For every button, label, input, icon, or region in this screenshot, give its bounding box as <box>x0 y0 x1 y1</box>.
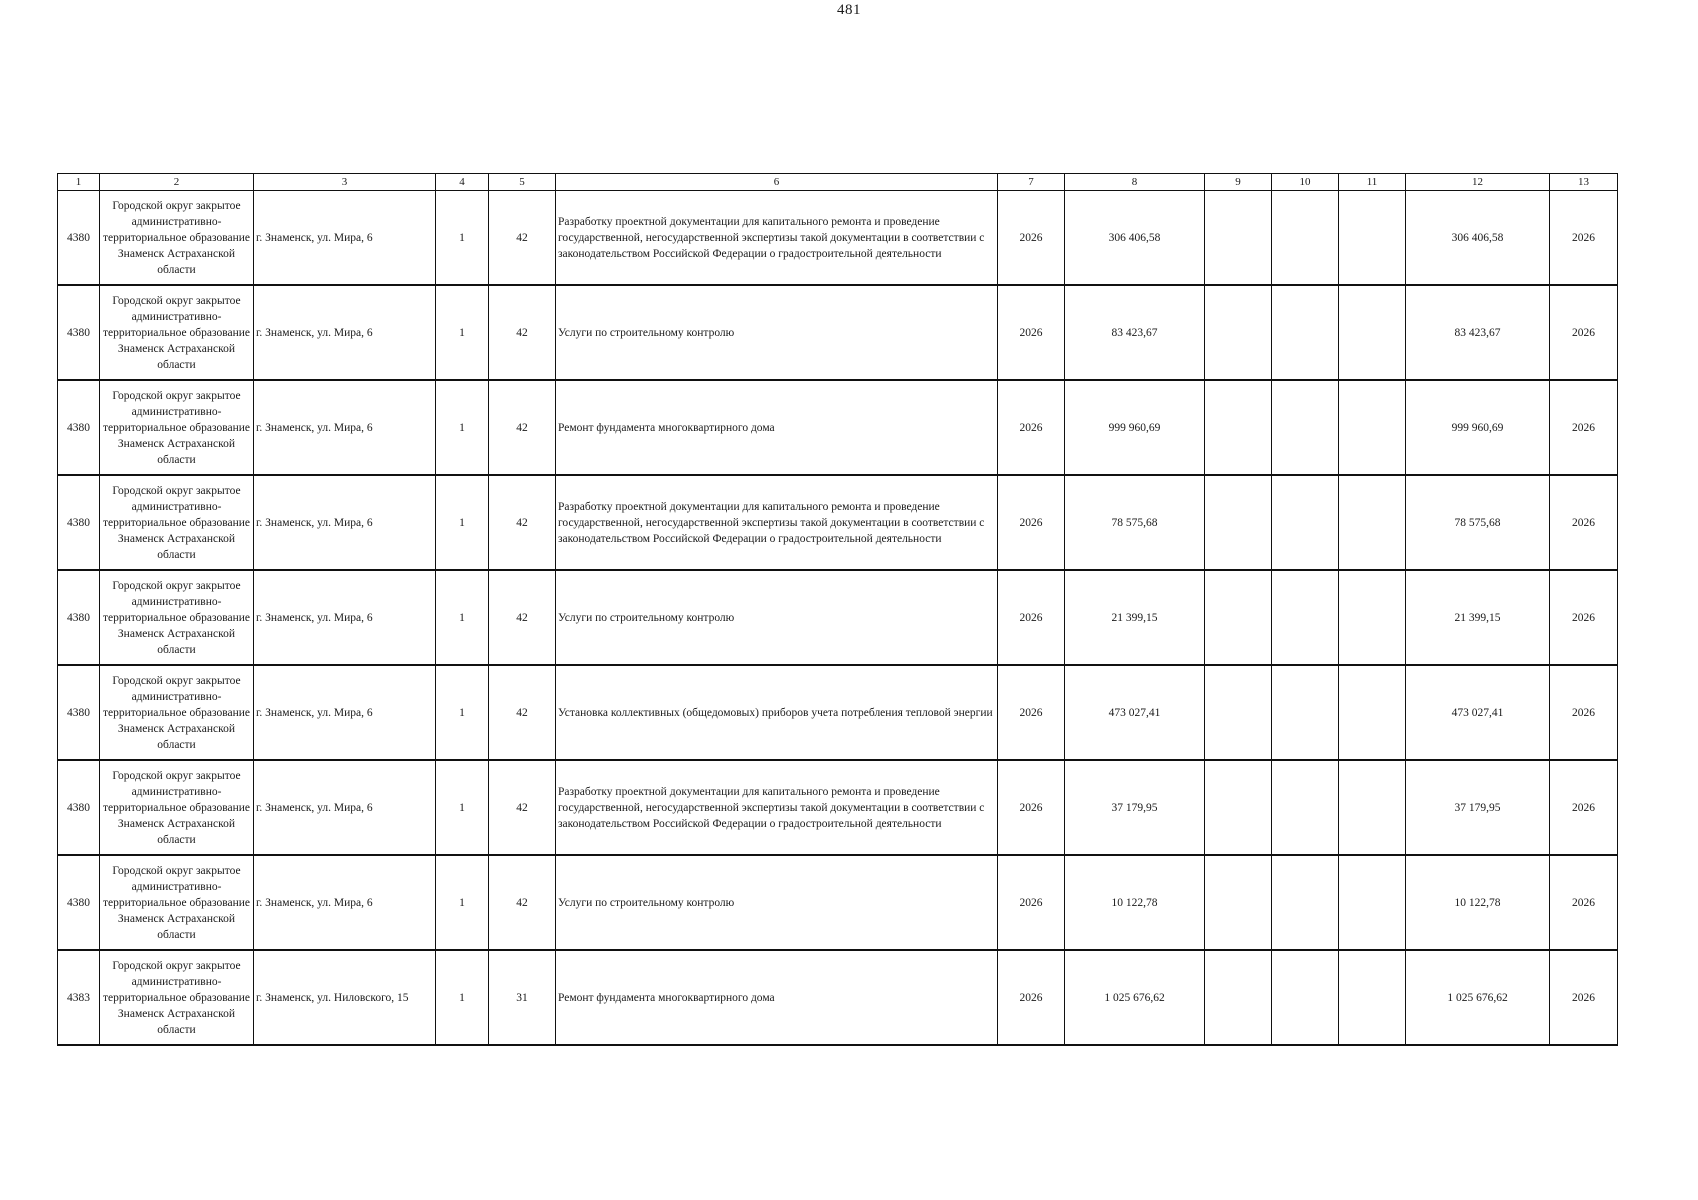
cell-fund-amount: 21 399,15 <box>1406 570 1550 665</box>
cell-col11 <box>1339 475 1406 570</box>
cell-year: 2026 <box>998 475 1065 570</box>
cell-fund-amount: 473 027,41 <box>1406 665 1550 760</box>
cell-work-type: Разработку проектной документации для капитального ремонта и проведение государственной, негосударственной экспертизы такой документации в соответствии с законодательством Российской Федерации о градостроительной деятельности <box>556 475 998 570</box>
cell-year: 2026 <box>998 665 1065 760</box>
cell-col11 <box>1339 380 1406 475</box>
cell-work-type: Услуги по строительному контролю <box>556 285 998 380</box>
column-number: 1 <box>58 174 100 191</box>
cell-fund-amount: 1 025 676,62 <box>1406 950 1550 1045</box>
repair-register-table <box>57 173 1618 1046</box>
cell-id: 4380 <box>58 191 100 286</box>
cell-end-year: 2026 <box>1550 950 1618 1045</box>
cell-municipality: Городской округ закрытое административно-территориальное образование Знаменск Астраханской области <box>100 475 254 570</box>
cell-col10 <box>1272 855 1339 950</box>
cell-id: 4380 <box>58 855 100 950</box>
table-row <box>58 855 1618 950</box>
column-number: 11 <box>1339 174 1406 191</box>
cell-col11 <box>1339 950 1406 1045</box>
cell-col9 <box>1205 191 1272 286</box>
cell-address: г. Знаменск, ул. Мира, 6 <box>254 475 436 570</box>
cell-col5: 42 <box>489 855 556 950</box>
cell-col9 <box>1205 665 1272 760</box>
cell-end-year: 2026 <box>1550 760 1618 855</box>
table-row <box>58 285 1618 380</box>
cell-end-year: 2026 <box>1550 380 1618 475</box>
cell-end-year: 2026 <box>1550 285 1618 380</box>
cell-total-cost: 473 027,41 <box>1065 665 1205 760</box>
cell-end-year: 2026 <box>1550 191 1618 286</box>
cell-col11 <box>1339 570 1406 665</box>
cell-col11 <box>1339 760 1406 855</box>
table-row <box>58 760 1618 855</box>
column-number: 9 <box>1205 174 1272 191</box>
cell-address: г. Знаменск, ул. Мира, 6 <box>254 665 436 760</box>
table-row <box>58 380 1618 475</box>
cell-id: 4380 <box>58 475 100 570</box>
cell-total-cost: 78 575,68 <box>1065 475 1205 570</box>
cell-col5: 42 <box>489 570 556 665</box>
cell-col5: 42 <box>489 191 556 286</box>
cell-col10 <box>1272 950 1339 1045</box>
cell-col10 <box>1272 475 1339 570</box>
cell-col4: 1 <box>436 570 489 665</box>
cell-col5: 42 <box>489 475 556 570</box>
cell-work-type: Разработку проектной документации для капитального ремонта и проведение государственной, негосударственной экспертизы такой документации в соответствии с законодательством Российской Федерации о градостроительной деятельности <box>556 760 998 855</box>
cell-address: г. Знаменск, ул. Мира, 6 <box>254 855 436 950</box>
cell-col4: 1 <box>436 475 489 570</box>
cell-col11 <box>1339 191 1406 286</box>
cell-col11 <box>1339 285 1406 380</box>
column-number: 3 <box>254 174 436 191</box>
cell-col10 <box>1272 570 1339 665</box>
cell-col5: 42 <box>489 760 556 855</box>
cell-col4: 1 <box>436 665 489 760</box>
cell-col4: 1 <box>436 285 489 380</box>
cell-year: 2026 <box>998 760 1065 855</box>
cell-end-year: 2026 <box>1550 665 1618 760</box>
cell-col10 <box>1272 380 1339 475</box>
cell-col9 <box>1205 380 1272 475</box>
cell-col10 <box>1272 285 1339 380</box>
cell-municipality: Городской округ закрытое административно-территориальное образование Знаменск Астраханской области <box>100 855 254 950</box>
cell-col10 <box>1272 665 1339 760</box>
cell-col9 <box>1205 570 1272 665</box>
cell-total-cost: 37 179,95 <box>1065 760 1205 855</box>
cell-col4: 1 <box>436 760 489 855</box>
cell-col9 <box>1205 950 1272 1045</box>
table-row <box>58 570 1618 665</box>
cell-col10 <box>1272 191 1339 286</box>
cell-id: 4383 <box>58 950 100 1045</box>
cell-year: 2026 <box>998 380 1065 475</box>
cell-municipality: Городской округ закрытое административно-территориальное образование Знаменск Астраханской области <box>100 380 254 475</box>
column-number: 13 <box>1550 174 1618 191</box>
cell-municipality: Городской округ закрытое административно-территориальное образование Знаменск Астраханской области <box>100 191 254 286</box>
cell-col4: 1 <box>436 191 489 286</box>
cell-work-type: Установка коллективных (общедомовых) приборов учета потребления тепловой энергии <box>556 665 998 760</box>
table-row <box>58 950 1618 1045</box>
column-number: 4 <box>436 174 489 191</box>
cell-col4: 1 <box>436 950 489 1045</box>
cell-col4: 1 <box>436 855 489 950</box>
cell-col5: 31 <box>489 950 556 1045</box>
cell-address: г. Знаменск, ул. Мира, 6 <box>254 760 436 855</box>
cell-address: г. Знаменск, ул. Мира, 6 <box>254 380 436 475</box>
column-number: 10 <box>1272 174 1339 191</box>
page-number: 481 <box>837 2 861 18</box>
cell-municipality: Городской округ закрытое административно-территориальное образование Знаменск Астраханской области <box>100 570 254 665</box>
cell-col5: 42 <box>489 285 556 380</box>
cell-fund-amount: 306 406,58 <box>1406 191 1550 286</box>
cell-address: г. Знаменск, ул. Ниловского, 15 <box>254 950 436 1045</box>
column-number: 12 <box>1406 174 1550 191</box>
cell-year: 2026 <box>998 285 1065 380</box>
cell-total-cost: 21 399,15 <box>1065 570 1205 665</box>
column-number-row <box>58 174 1618 191</box>
cell-fund-amount: 83 423,67 <box>1406 285 1550 380</box>
cell-address: г. Знаменск, ул. Мира, 6 <box>254 285 436 380</box>
cell-fund-amount: 999 960,69 <box>1406 380 1550 475</box>
cell-col9 <box>1205 760 1272 855</box>
cell-work-type: Ремонт фундамента многоквартирного дома <box>556 950 998 1045</box>
column-number: 2 <box>100 174 254 191</box>
cell-year: 2026 <box>998 950 1065 1045</box>
column-number: 8 <box>1065 174 1205 191</box>
cell-total-cost: 83 423,67 <box>1065 285 1205 380</box>
cell-work-type: Разработку проектной документации для капитального ремонта и проведение государственной, негосударственной экспертизы такой документации в соответствии с законодательством Российской Федерации о градостроительной деятельности <box>556 191 998 286</box>
cell-end-year: 2026 <box>1550 570 1618 665</box>
cell-col5: 42 <box>489 380 556 475</box>
cell-municipality: Городской округ закрытое административно-территориальное образование Знаменск Астраханской области <box>100 285 254 380</box>
cell-id: 4380 <box>58 665 100 760</box>
cell-work-type: Услуги по строительному контролю <box>556 570 998 665</box>
cell-total-cost: 10 122,78 <box>1065 855 1205 950</box>
cell-municipality: Городской округ закрытое административно-территориальное образование Знаменск Астраханской области <box>100 950 254 1045</box>
column-number: 6 <box>556 174 998 191</box>
cell-total-cost: 999 960,69 <box>1065 380 1205 475</box>
cell-fund-amount: 10 122,78 <box>1406 855 1550 950</box>
cell-municipality: Городской округ закрытое административно-территориальное образование Знаменск Астраханской области <box>100 665 254 760</box>
cell-col11 <box>1339 665 1406 760</box>
cell-municipality: Городской округ закрытое административно-территориальное образование Знаменск Астраханской области <box>100 760 254 855</box>
cell-col9 <box>1205 855 1272 950</box>
cell-address: г. Знаменск, ул. Мира, 6 <box>254 191 436 286</box>
cell-end-year: 2026 <box>1550 855 1618 950</box>
cell-col9 <box>1205 285 1272 380</box>
table-row <box>58 191 1618 286</box>
cell-end-year: 2026 <box>1550 475 1618 570</box>
table-row <box>58 475 1618 570</box>
cell-address: г. Знаменск, ул. Мира, 6 <box>254 570 436 665</box>
cell-col11 <box>1339 855 1406 950</box>
cell-year: 2026 <box>998 570 1065 665</box>
cell-col9 <box>1205 475 1272 570</box>
column-number: 5 <box>489 174 556 191</box>
cell-work-type: Ремонт фундамента многоквартирного дома <box>556 380 998 475</box>
cell-col5: 42 <box>489 665 556 760</box>
cell-total-cost: 306 406,58 <box>1065 191 1205 286</box>
cell-fund-amount: 37 179,95 <box>1406 760 1550 855</box>
cell-year: 2026 <box>998 191 1065 286</box>
cell-total-cost: 1 025 676,62 <box>1065 950 1205 1045</box>
cell-work-type: Услуги по строительному контролю <box>556 855 998 950</box>
cell-id: 4380 <box>58 285 100 380</box>
cell-id: 4380 <box>58 380 100 475</box>
cell-col4: 1 <box>436 380 489 475</box>
cell-fund-amount: 78 575,68 <box>1406 475 1550 570</box>
cell-year: 2026 <box>998 855 1065 950</box>
cell-id: 4380 <box>58 570 100 665</box>
table-row <box>58 665 1618 760</box>
cell-id: 4380 <box>58 760 100 855</box>
cell-col10 <box>1272 760 1339 855</box>
column-number: 7 <box>998 174 1065 191</box>
